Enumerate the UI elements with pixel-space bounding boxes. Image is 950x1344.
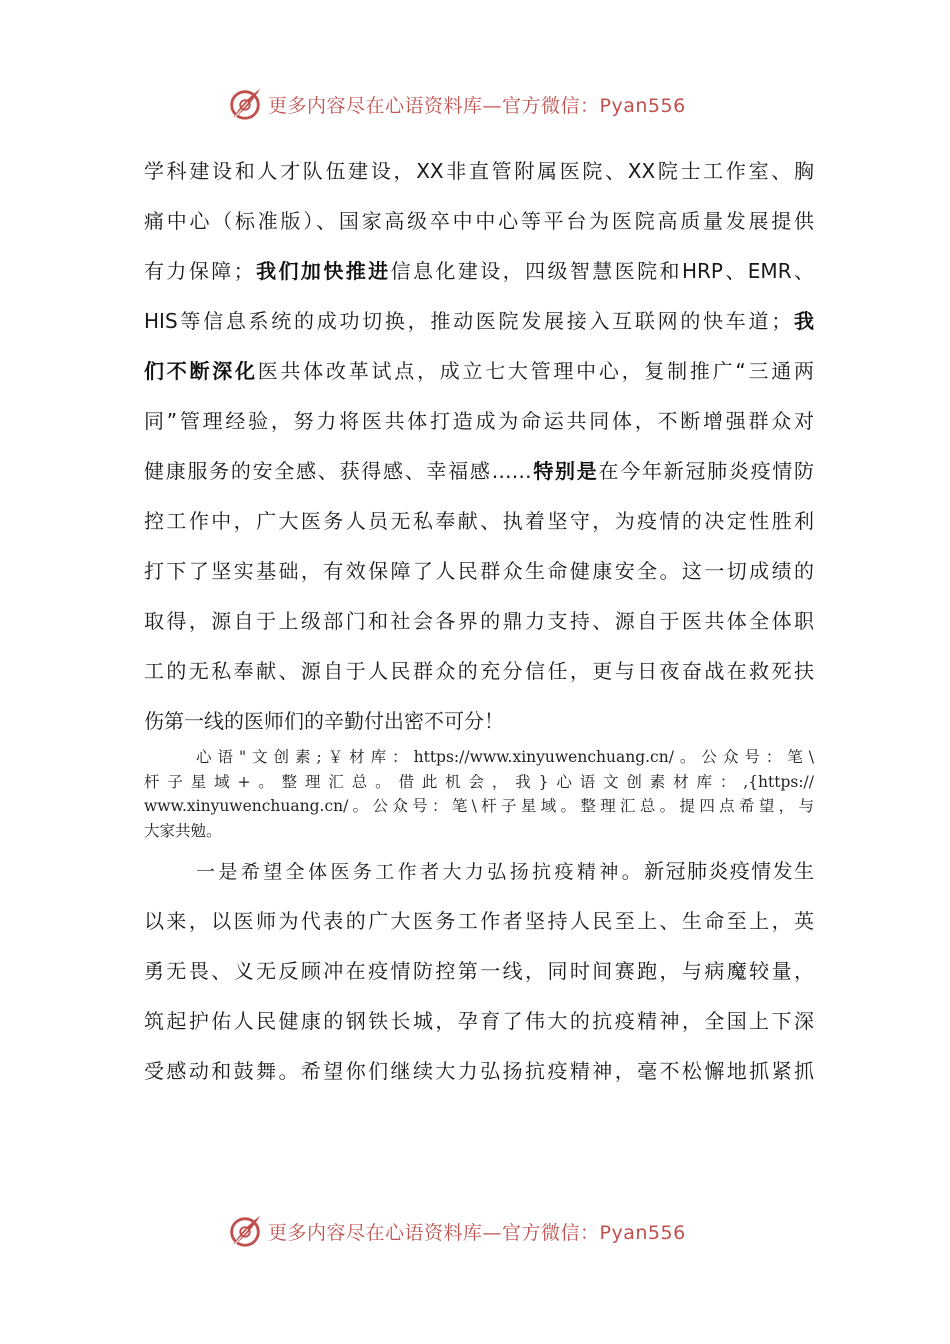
text-line: 同”管理经验，努力将医共体打造成为命运共同体，不断增强群众对: [144, 409, 814, 433]
note-line: 大家共勉。: [144, 821, 222, 840]
footer-wechat-id: Pyan556: [599, 1221, 686, 1244]
text-line: 们不断深化医共体改革试点，成立七大管理中心，复制推广“三通两: [144, 359, 814, 383]
quill-pen-logo-icon: [226, 1212, 264, 1250]
text-line: 控工作中，广大医务人员无私奉献、执着坚守，为疫情的决定性胜利: [144, 509, 814, 533]
text-line: 以来，以医师为代表的广大医务工作者坚持人民至上、生命至上，英: [144, 909, 814, 933]
paragraph-1: [144, 146, 814, 746]
bold-phrase: 特别是: [531, 459, 599, 483]
source-note: [144, 745, 814, 843]
paragraph-2: [144, 846, 814, 1096]
note-line: 杆子星域+。整理汇总。借此机会，我}心语文创素材库：,{https://: [144, 772, 814, 791]
header-banner: [0, 82, 950, 126]
note-line: www.xinyuwenchuang.cn/。公众号：笔\杆子星域。整理汇总。提四点希望，与: [144, 797, 814, 815]
header-banner-text: 更多内容尽在心语资料库—官方微信：Pyan556: [268, 94, 686, 117]
footer-banner: [0, 1209, 950, 1253]
bold-phrase: 我们加快推进: [253, 259, 391, 283]
bold-phrase: 我: [791, 309, 814, 333]
text-line: 一是希望全体医务工作者大力弘扬抗疫精神。新冠肺炎疫情发生: [196, 859, 814, 883]
text-line: 勇无畏、义无反顾冲在疫情防控第一线，同时间赛跑，与病魔较量，: [144, 959, 814, 983]
text-line: 受感动和鼓舞。希望你们继续大力弘扬抗疫精神，毫不松懈地抓紧抓: [144, 1059, 814, 1083]
text-line: 健康服务的安全感、获得感、幸福感……特别是在今年新冠肺炎疫情防: [144, 459, 814, 483]
note-line: 心语"文创素;￥材库：https://www.xinyuwenchuang.cn/。公众号：笔\: [196, 748, 814, 766]
footer-banner-text: 更多内容尽在心语资料库—官方微信：Pyan556: [268, 1221, 686, 1244]
text-line: 学科建设和人才队伍建设，XX非直管附属医院、XX院士工作室、胸: [144, 159, 814, 183]
bold-phrase: 们不断深化: [144, 359, 258, 383]
quill-pen-logo-icon: [226, 85, 264, 123]
text-line: 打下了坚实基础，有效保障了人民群众生命健康安全。这一切成绩的: [144, 559, 814, 583]
text-line: 痛中心（标准版）、国家高级卒中中心等平台为医院高质量发展提供: [144, 209, 814, 233]
text-line: 工的无私奉献、源自于人民群众的充分信任，更与日夜奋战在救死扶: [144, 659, 814, 683]
text-line: HIS等信息系统的成功切换，推动医院发展接入互联网的快车道；我: [144, 309, 814, 333]
lead-heading: 一是希望全体医务工作者大力弘扬抗疫精神。: [196, 861, 645, 883]
header-wechat-id: Pyan556: [599, 94, 686, 117]
text-line: 有力保障；我们加快推进信息化建设，四级智慧医院和HRP、EMR、: [144, 259, 814, 283]
text-line: 筑起护佑人民健康的钢铁长城，孕育了伟大的抗疫精神，全国上下深: [144, 1009, 814, 1033]
text-line: 伤第一线的医师们的辛勤付出密不可分！: [144, 709, 504, 733]
text-line: 取得，源自于上级部门和社会各界的鼎力支持、源自于医共体全体职: [144, 609, 814, 633]
